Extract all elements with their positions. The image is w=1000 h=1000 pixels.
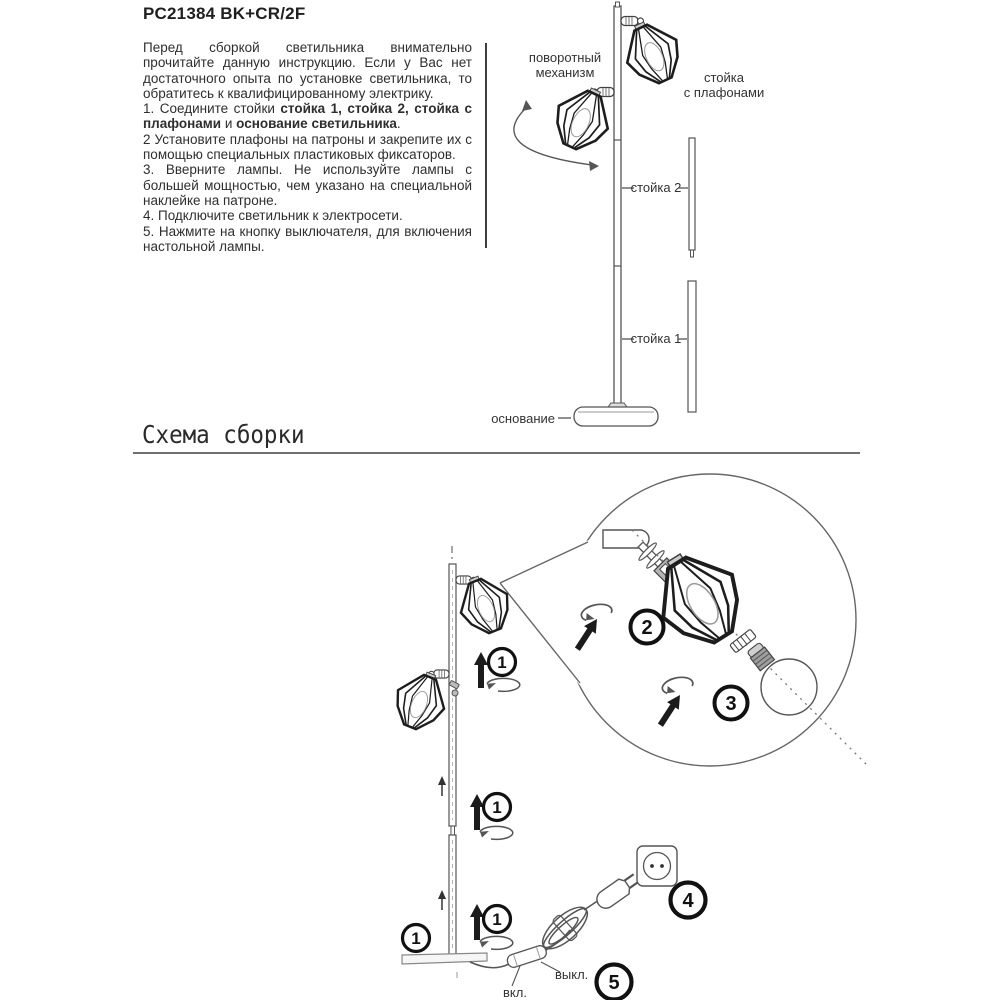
rod-stand1 bbox=[688, 281, 696, 412]
instruction-step-5: 5. Нажмите на кнопку выключателя, для включения настольной лампы. bbox=[143, 223, 472, 254]
step-4-badge bbox=[671, 883, 706, 918]
step-2-badge bbox=[631, 611, 664, 644]
svg-text:2: 2 bbox=[641, 617, 653, 639]
twist-disc-icon bbox=[480, 936, 513, 949]
step-5-badge bbox=[597, 965, 632, 1000]
instruction-step-3: 3. Вверните лампы. Не используйте лампы с большей мощностью, чем указано на специальной наклейке на патроне. bbox=[143, 162, 472, 208]
direction-arrow-icon bbox=[438, 890, 446, 910]
rod-stand2 bbox=[689, 138, 695, 257]
label-switch-off: выкл. bbox=[555, 967, 589, 982]
step-3-badge bbox=[715, 687, 748, 720]
step-1-badge bbox=[484, 794, 511, 821]
step-1-badge bbox=[489, 649, 516, 676]
twist-disc-icon bbox=[480, 826, 513, 839]
svg-text:3: 3 bbox=[725, 693, 737, 715]
assembly-pole bbox=[449, 546, 456, 956]
lamp-base bbox=[574, 403, 658, 426]
label-rotating-mechanism-2: механизм bbox=[535, 65, 595, 80]
insert-arrow-icon bbox=[474, 652, 488, 688]
instructions-intro: Перед сборкой светильника внимательно прочитайте данную инструкцию. Если у Вас нет достаточного опыта по установке светильника, то обратитесь к квалифицированному электрику. bbox=[143, 40, 472, 101]
instruction-step-2: 2 Установите плафоны на патроны и закрепите их с помощью специальных пластиковых фиксаторов. bbox=[143, 131, 472, 163]
wall-outlet-icon bbox=[637, 846, 677, 886]
instruction-step-4: 4. Подключите светильник к электросети. bbox=[143, 208, 403, 224]
instructions-text bbox=[143, 40, 472, 254]
instruction-step-1: 1. Соедините стойки стойка 1, стойка 2, стойка с плафонами и основание светильника. bbox=[143, 101, 472, 132]
label-shade-stand: стойка bbox=[703, 70, 745, 85]
svg-text:5: 5 bbox=[608, 972, 620, 994]
label-rotating-mechanism: поворотный bbox=[528, 50, 602, 65]
lamp-pole bbox=[614, 2, 621, 406]
product-code: PC21384 BK+CR/2F bbox=[143, 4, 306, 23]
lamp-parts-diagram bbox=[488, 0, 788, 440]
svg-text:1: 1 bbox=[411, 929, 421, 948]
assembly-diagram bbox=[370, 458, 890, 1000]
step-1-badge bbox=[484, 906, 511, 933]
direction-arrow-icon bbox=[438, 776, 446, 796]
step-1-badge bbox=[403, 925, 430, 952]
section-underline bbox=[133, 452, 860, 454]
text-divider-line bbox=[485, 43, 487, 248]
section-title: Схема сборки bbox=[142, 420, 305, 449]
svg-text:4: 4 bbox=[682, 890, 694, 912]
svg-text:1: 1 bbox=[492, 910, 502, 929]
svg-text:1: 1 bbox=[497, 653, 507, 672]
insert-arrow-icon bbox=[470, 904, 484, 940]
label-shade-stand-2: с плафонами bbox=[683, 85, 765, 100]
inline-switch-icon bbox=[506, 944, 548, 969]
power-plug-icon bbox=[593, 871, 641, 912]
assembly-base bbox=[402, 953, 487, 978]
label-base: основание bbox=[491, 411, 555, 426]
label-stand1: стойка 1 bbox=[630, 331, 682, 346]
insert-arrow-icon bbox=[470, 794, 484, 830]
svg-text:1: 1 bbox=[492, 798, 502, 817]
leader-on bbox=[512, 966, 520, 986]
label-switch-on: вкл. bbox=[503, 985, 527, 1000]
label-stand2: стойка 2 bbox=[630, 180, 682, 195]
twist-disc-icon bbox=[487, 678, 520, 691]
